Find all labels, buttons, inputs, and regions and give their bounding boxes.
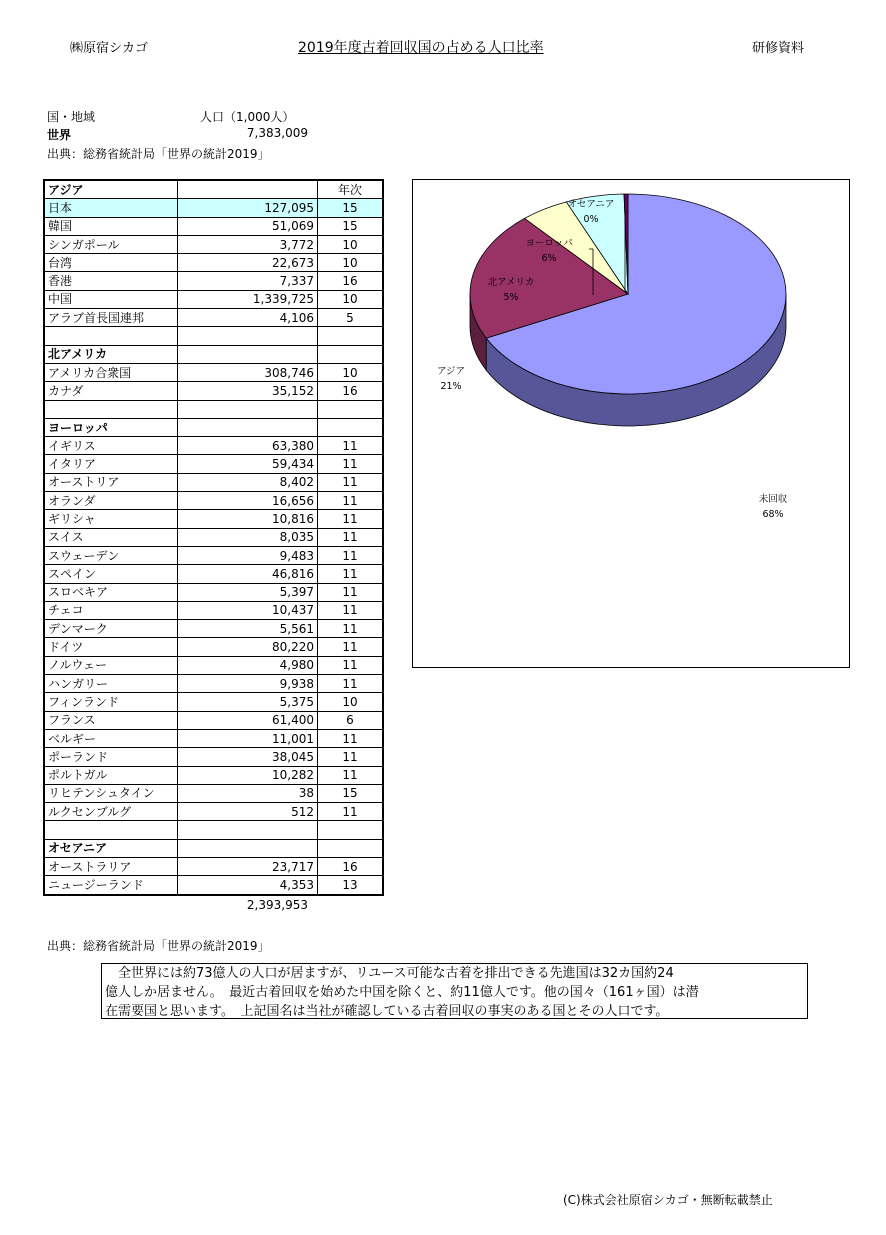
- country-name-cell: 北アメリカ: [44, 345, 178, 363]
- table-row: [44, 803, 383, 821]
- population-cell: 38: [178, 784, 318, 802]
- spacer-row: [44, 821, 383, 839]
- region-column-label: 国・地域: [47, 110, 96, 124]
- year-cell: [318, 821, 384, 839]
- population-cell: 8,402: [178, 473, 318, 491]
- year-cell: 11: [318, 638, 384, 656]
- year-cell: [318, 839, 384, 857]
- year-cell: 11: [318, 528, 384, 546]
- year-cell: 11: [318, 455, 384, 473]
- population-cell: 1,339,725: [178, 290, 318, 308]
- table-row: [44, 766, 383, 784]
- year-cell: 11: [318, 729, 384, 747]
- country-name-cell: ニュージーランド: [44, 876, 178, 895]
- region-header-row: [44, 418, 383, 436]
- page-title: 2019年度古着回収国の占める人口比率: [298, 40, 544, 56]
- year-cell: 5: [318, 309, 384, 327]
- world-population: 7,383,009: [246, 126, 308, 140]
- table-row: [44, 876, 383, 895]
- country-name-cell: オランダ: [44, 492, 178, 510]
- country-name-cell: オセアニア: [44, 839, 178, 857]
- country-name-cell: ポルトガル: [44, 766, 178, 784]
- population-cell: 35,152: [178, 382, 318, 400]
- pie-label-name: 未回収: [758, 494, 788, 505]
- year-cell: [318, 418, 384, 436]
- pie-label-percent: 68%: [762, 509, 784, 520]
- population-cell: 512: [178, 803, 318, 821]
- pie-label-percent: 5%: [503, 292, 519, 303]
- world-label: 世界: [47, 128, 72, 142]
- population-cell: 80,220: [178, 638, 318, 656]
- pie-label-name: オセアニア: [567, 199, 615, 210]
- country-name-cell: カナダ: [44, 382, 178, 400]
- population-cell: 5,561: [178, 620, 318, 638]
- year-cell: 15: [318, 199, 384, 217]
- year-cell: 16: [318, 272, 384, 290]
- table-row: [44, 382, 383, 400]
- population-cell: 9,938: [178, 675, 318, 693]
- country-name-cell: イタリア: [44, 455, 178, 473]
- table-row: [44, 675, 383, 693]
- country-name-cell: アラブ首長国連邦: [44, 309, 178, 327]
- table-row: [44, 711, 383, 729]
- document-type: 研修資料: [752, 41, 805, 56]
- region-header-row: [44, 345, 383, 363]
- spacer-row: [44, 400, 383, 418]
- country-name-cell: ヨーロッパ: [44, 418, 178, 436]
- table-row: [44, 546, 383, 564]
- population-cell: 10,282: [178, 766, 318, 784]
- pie-label-percent: 6%: [541, 253, 557, 264]
- country-name-cell: [44, 400, 178, 418]
- population-cell: 63,380: [178, 437, 318, 455]
- country-name-cell: シンガポール: [44, 235, 178, 253]
- table-row: [44, 492, 383, 510]
- year-cell: 11: [318, 546, 384, 564]
- year-cell: 11: [318, 620, 384, 638]
- population-cell: 4,106: [178, 309, 318, 327]
- table-row: [44, 455, 383, 473]
- country-name-cell: スペイン: [44, 565, 178, 583]
- source-note-top: 出典：総務省統計局「世界の統計2019」: [47, 147, 270, 161]
- population-cell: 22,673: [178, 254, 318, 272]
- population-table: [43, 179, 384, 896]
- country-name-cell: フィンランド: [44, 693, 178, 711]
- table-row: [44, 363, 383, 381]
- table-row: [44, 620, 383, 638]
- total-population: 2,393,953: [246, 898, 308, 912]
- pie-chart-svg: [413, 180, 849, 667]
- table-row: [44, 272, 383, 290]
- population-cell: 8,035: [178, 528, 318, 546]
- table-row: [44, 784, 383, 802]
- year-cell: 15: [318, 784, 384, 802]
- year-cell: 11: [318, 601, 384, 619]
- year-cell: 16: [318, 382, 384, 400]
- explanation-note: [101, 963, 808, 1019]
- year-cell: [318, 327, 384, 345]
- year-cell: 11: [318, 748, 384, 766]
- population-cell: 10,437: [178, 601, 318, 619]
- year-cell: 10: [318, 254, 384, 272]
- population-cell: [178, 345, 318, 363]
- source-note-bottom: 出典：総務省統計局「世界の統計2019」: [47, 939, 270, 953]
- population-cell: 51,069: [178, 217, 318, 235]
- country-name-cell: 日本: [44, 199, 178, 217]
- pie-label-name: 北アメリカ: [487, 277, 535, 288]
- region-header-row: [44, 839, 383, 857]
- year-cell: [318, 345, 384, 363]
- population-column-label: 人口（1,000人）: [200, 110, 295, 124]
- table-row: [44, 565, 383, 583]
- country-name-cell: ポーランド: [44, 748, 178, 766]
- year-cell: 6: [318, 711, 384, 729]
- population-cell: 308,746: [178, 363, 318, 381]
- country-name-cell: ベルギー: [44, 729, 178, 747]
- copyright: (C)株式会社原宿シカゴ・無断転載禁止: [563, 1193, 773, 1207]
- year-cell: 11: [318, 492, 384, 510]
- country-name-cell: アジア: [44, 180, 178, 199]
- population-cell: 16,656: [178, 492, 318, 510]
- year-cell: 11: [318, 510, 384, 528]
- year-cell: 11: [318, 565, 384, 583]
- company-name: ㈱原宿シカゴ: [70, 41, 149, 56]
- year-cell: 11: [318, 583, 384, 601]
- country-name-cell: スウェーデン: [44, 546, 178, 564]
- country-name-cell: 台湾: [44, 254, 178, 272]
- population-cell: 38,045: [178, 748, 318, 766]
- spacer-row: [44, 327, 383, 345]
- country-name-cell: スロベキア: [44, 583, 178, 601]
- population-cell: 4,980: [178, 656, 318, 674]
- pie-label-percent: 21%: [440, 381, 462, 392]
- table-row: [44, 217, 383, 235]
- table-row: [44, 693, 383, 711]
- country-name-cell: チェコ: [44, 601, 178, 619]
- year-cell: 15: [318, 217, 384, 235]
- year-cell: 11: [318, 473, 384, 491]
- country-name-cell: デンマーク: [44, 620, 178, 638]
- year-cell: 10: [318, 290, 384, 308]
- table-row: [44, 601, 383, 619]
- population-cell: 127,095: [178, 199, 318, 217]
- country-name-cell: アメリカ合衆国: [44, 363, 178, 381]
- year-cell: 13: [318, 876, 384, 895]
- table-row: [44, 510, 383, 528]
- country-name-cell: フランス: [44, 711, 178, 729]
- population-cell: 61,400: [178, 711, 318, 729]
- country-name-cell: オーストリア: [44, 473, 178, 491]
- country-name-cell: 韓国: [44, 217, 178, 235]
- note-line: 全世界には約73億人の人口が居ますが、リユース可能な古着を排出できる先進国は32カ国約24: [105, 966, 674, 981]
- population-cell: 59,434: [178, 455, 318, 473]
- year-cell: 11: [318, 656, 384, 674]
- population-cell: 5,375: [178, 693, 318, 711]
- note-line: 億人しか居ません。 最近古着回収を始めた中国を除くと、約11億人です。他の国々（161ヶ国）は潜: [105, 985, 699, 1000]
- country-name-cell: スイス: [44, 528, 178, 546]
- population-cell: 4,353: [178, 876, 318, 895]
- population-cell: 23,717: [178, 857, 318, 875]
- table-row: [44, 528, 383, 546]
- year-cell: [318, 400, 384, 418]
- year-cell: 11: [318, 803, 384, 821]
- population-cell: 7,337: [178, 272, 318, 290]
- table-row: [44, 473, 383, 491]
- table-row: [44, 656, 383, 674]
- country-name-cell: ルクセンブルグ: [44, 803, 178, 821]
- table-row: [44, 583, 383, 601]
- table-row: [44, 857, 383, 875]
- country-name-cell: オーストラリア: [44, 857, 178, 875]
- pie-label-name: アジア: [436, 366, 466, 377]
- population-cell: [178, 400, 318, 418]
- year-cell: 11: [318, 675, 384, 693]
- country-name-cell: [44, 821, 178, 839]
- population-cell: 11,001: [178, 729, 318, 747]
- year-cell: 10: [318, 363, 384, 381]
- year-cell: 11: [318, 766, 384, 784]
- year-cell: 10: [318, 235, 384, 253]
- population-cell: [178, 180, 318, 199]
- year-cell: 11: [318, 437, 384, 455]
- year-cell: 年次: [318, 180, 384, 199]
- country-name-cell: ハンガリー: [44, 675, 178, 693]
- country-name-cell: 中国: [44, 290, 178, 308]
- year-cell: 16: [318, 857, 384, 875]
- pie-chart: [412, 179, 850, 668]
- country-name-cell: ギリシャ: [44, 510, 178, 528]
- table-row: [44, 309, 383, 327]
- table-row: [44, 290, 383, 308]
- population-cell: [178, 327, 318, 345]
- table-row: [44, 729, 383, 747]
- country-name-cell: [44, 327, 178, 345]
- country-name-cell: イギリス: [44, 437, 178, 455]
- table-row: [44, 235, 383, 253]
- table-row: [44, 748, 383, 766]
- population-cell: 10,816: [178, 510, 318, 528]
- population-cell: 3,772: [178, 235, 318, 253]
- table-row: [44, 437, 383, 455]
- population-cell: [178, 821, 318, 839]
- population-cell: 46,816: [178, 565, 318, 583]
- year-cell: 10: [318, 693, 384, 711]
- table-row: [44, 638, 383, 656]
- population-cell: 5,397: [178, 583, 318, 601]
- pie-label-percent: 0%: [583, 214, 599, 225]
- country-name-cell: 香港: [44, 272, 178, 290]
- note-line: 在需要国と思います。 上記国名は当社が確認している古着回収の事実のある国とその人口です。: [105, 1004, 669, 1019]
- pie-label-name: ヨーロッパ: [525, 238, 573, 249]
- table-row: [44, 199, 383, 217]
- population-cell: 9,483: [178, 546, 318, 564]
- country-name-cell: リヒテンシュタイン: [44, 784, 178, 802]
- region-header-row: [44, 180, 383, 199]
- population-cell: [178, 839, 318, 857]
- country-name-cell: ドイツ: [44, 638, 178, 656]
- population-cell: [178, 418, 318, 436]
- table-row: [44, 254, 383, 272]
- country-name-cell: ノルウェー: [44, 656, 178, 674]
